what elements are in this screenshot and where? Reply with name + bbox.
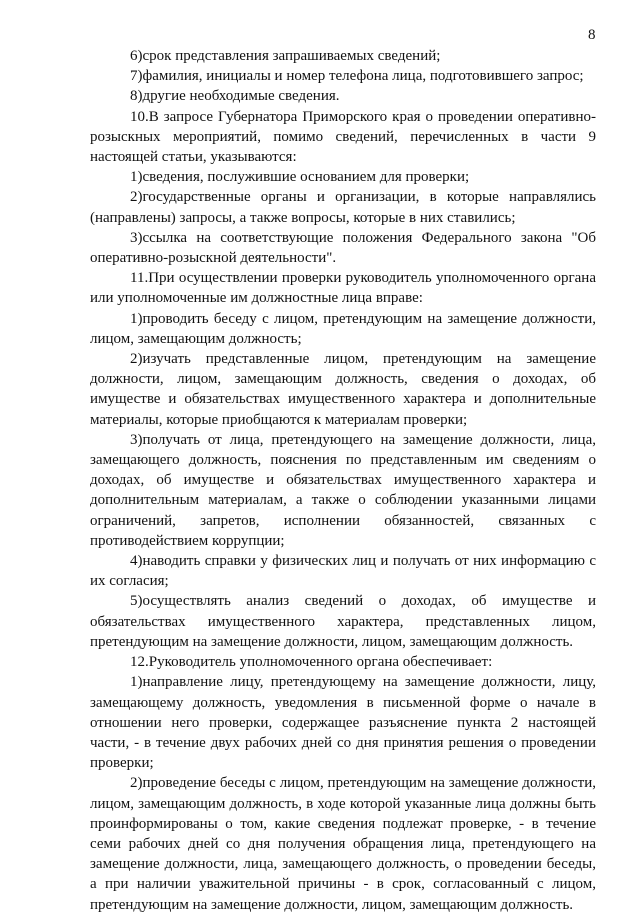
paragraph-part-11-item-5: 5)осуществлять анализ сведений о доходах, об имуществе и обязательствах имущественного характера, представленных лицом, претендующим на замещение должности, лицом, замещающим должность. — [90, 593, 596, 650]
paragraph-item-7: 7)фамилия, инициалы и номер телефона лица, подготовившего запрос; — [130, 68, 584, 85]
paragraph-part-11-item-2: 2)изучать представленные лицом, претендующим на замещение должности, лицом, замещающим должность, сведения о доходах, об имуществе и обязательствах имущественного характера и дополнительные материалы, которые приобщаются к материалам проверки; — [90, 351, 596, 428]
paragraph-part-11-item-3: 3)получать от лица, претендующего на замещение должности, лица, замещающего должность, пояснения по представленным им сведениям о доходах, об имуществе и обязательствах имущественного характера и дополнительным материалам, а также о соблюдении указанными лицами ограничений, запретов, исполнении обязанностей, связанных с противодействием коррупции; — [90, 431, 596, 549]
document-body — [90, 46, 596, 915]
paragraph-part-10-item-1: 1)сведения, послужившие основанием для проверки; — [130, 169, 470, 186]
paragraph-part-11-item-4: 4)наводить справки у физических лиц и получать от них информацию с их согласия; — [90, 553, 596, 590]
paragraph-item-8: 8)другие необходимые сведения. — [130, 88, 340, 105]
paragraph-part-10: 10.В запросе Губернатора Приморского края о проведении оперативно-розыскных мероприятий, помимо сведений, перечисленных в части 9 настоящей статьи, указываются: — [90, 108, 596, 166]
paragraph-part-10-item-3: 3)ссылка на соответствующие положения Федерального закона "Об оперативно-розыскной деятельности". — [90, 229, 596, 267]
paragraph-part-12-item-2: 2)проведение беседы с лицом, претендующим на замещение должности, лицом, замещающим должность, в ходе которой указанные лица должны быть проинформированы о том, какие сведения подлежат проверке, - в течение семи рабочих дней со дня получения обращения лица, претендующего на замещение должности, лица, замещающего должность, о проведении беседы, а при наличии уважительной причины - в срок, согласованный с лицом, претендующим на замещение должности, лицом, замещающим должность. — [90, 775, 596, 913]
paragraph-part-12-item-1: 1)направление лицу, претендующему на замещение должности, лицу, замещающему должность, уведомления в письменной форме о начале в отношении него проверки, содержащее разъяснение пункта 2 настоящей части, - в течение двух рабочих дней со дня принятия решения о проведении проверки; — [90, 674, 596, 772]
paragraph-part-11-item-1: 1)проводить беседу с лицом, претендующим на замещение должности, лицом, замещающим должность; — [90, 310, 596, 347]
page-number: 8 — [588, 27, 596, 43]
paragraph-part-11: 11.При осуществлении проверки руководитель уполномоченного органа или уполномоченные им должностные лица вправе: — [90, 270, 596, 307]
paragraph-item-6: 6)срок представления запрашиваемых сведений; — [130, 48, 441, 64]
paragraph-part-10-item-2: 2)государственные органы и организации, в которые направлялись (направлены) запросы, а также вопросы, которые в них ставились; — [90, 189, 596, 226]
paragraph-part-12: 12.Руководитель уполномоченного органа обеспечивает: — [130, 654, 493, 671]
